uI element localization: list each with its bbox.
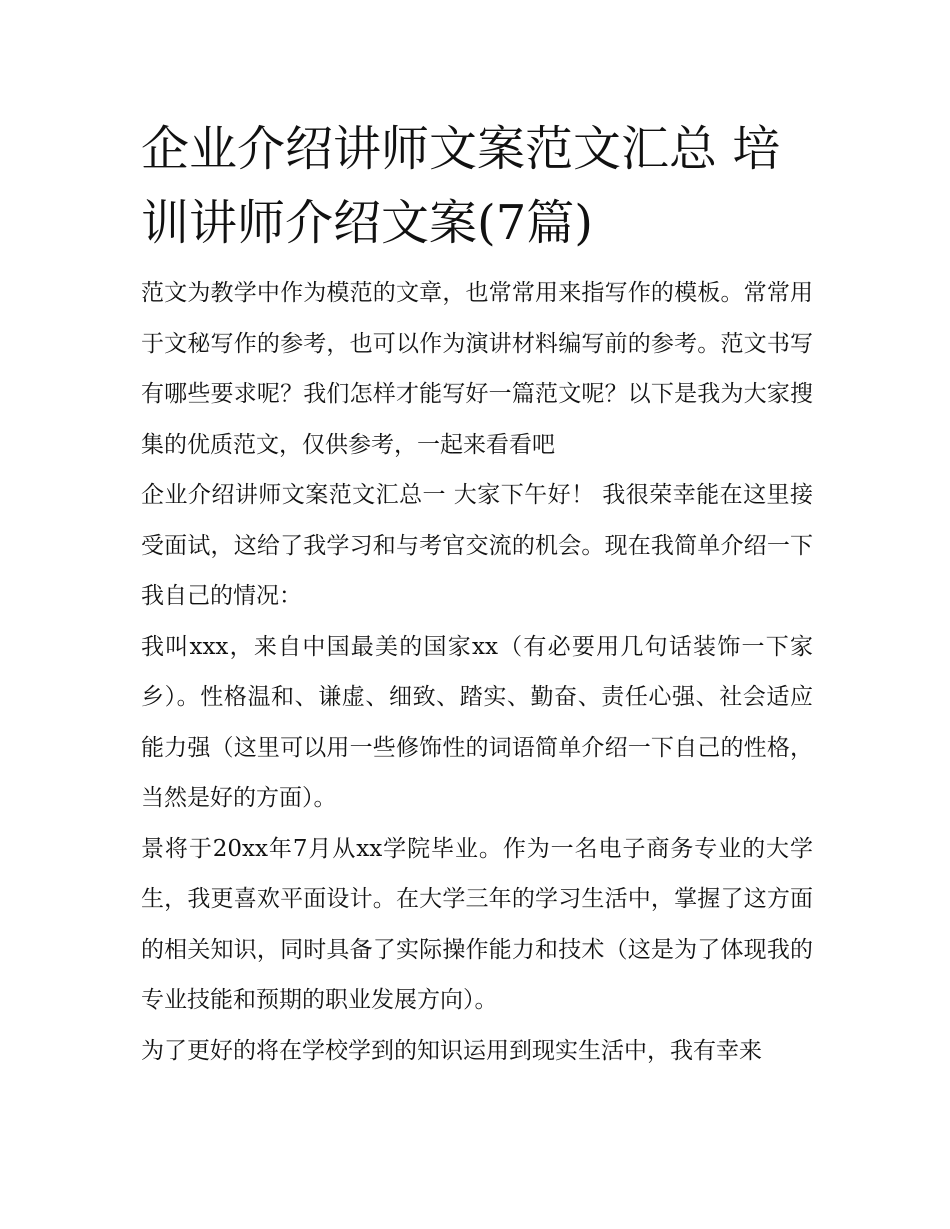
paragraph-intro: 范文为教学中作为模范的文章，也常常用来指写作的模板。常常用于文秘写作的参考，也可以作为演讲材料编写前的参考。范文书写有哪些要求呢？我们怎样才能写好一篇范文呢？以下是我为大家搜集的优质范文，仅供参考，一起来看看吧 <box>141 280 813 458</box>
paragraph-self-intro: 我叫xxx，来自中国最美的国家xx（有必要用几句话装饰一下家乡）。性格温和、谦虚、细致、踏实、勤奋、责任心强、社会适应能力强（这里可以用一些修饰性的词语简单介绍一下自己的性格，当然是好的方面）。 <box>141 633 813 811</box>
paragraph-greeting: 企业介绍讲师文案范文汇总一 大家下午好！ 我很荣幸能在这里接受面试，这给了我学习和与考官交流的机会。现在我简单介绍一下我自己的情况： <box>141 482 813 609</box>
paragraph-practice: 为了更好的将在学校学到的知识运用到现实生活中，我有幸来 <box>141 1037 762 1064</box>
document-title: 企业介绍讲师文案范文汇总 培训讲师介绍文案(7篇) <box>141 121 781 251</box>
paragraph-education: 景将于20xx年7月从xx学院毕业。作为一名电子商务专业的大学生，我更喜欢平面设计。在大学三年的学习生活中，掌握了这方面的相关知识，同时具备了实际操作能力和技术（这是为了体现我的专业技能和预期的职业发展方向）。 <box>141 835 813 1013</box>
document-page <box>141 112 813 1076</box>
